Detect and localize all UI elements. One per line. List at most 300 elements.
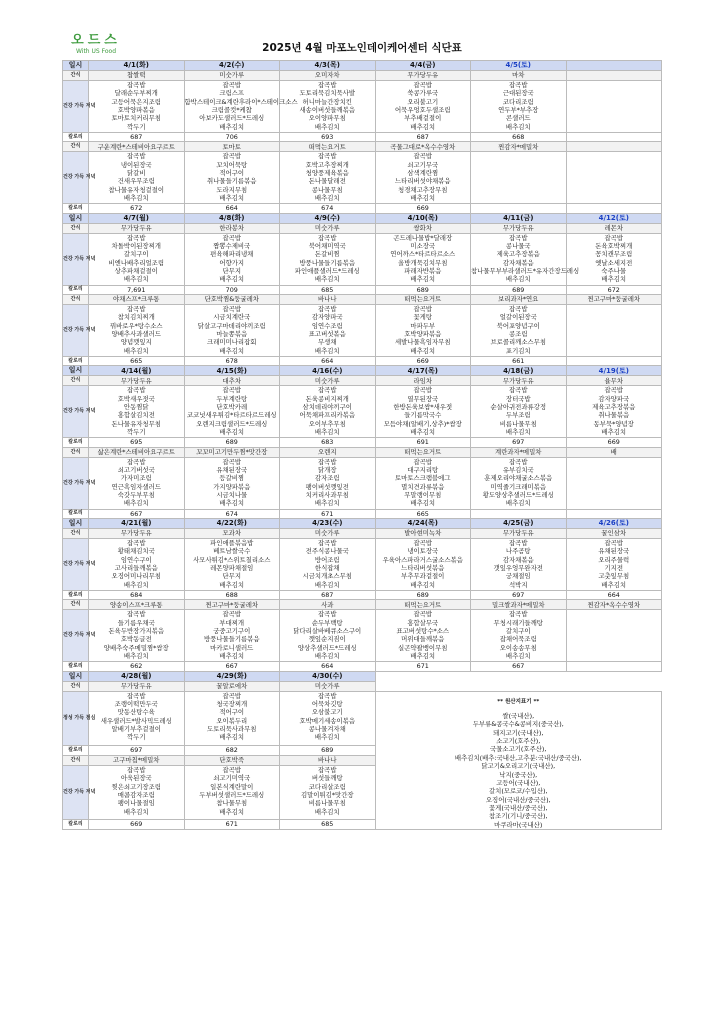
- dinner-kcal-cell: 664: [280, 357, 376, 366]
- menu-item: 대구지리탕: [407, 466, 439, 475]
- dinner-kcal-cell: 672: [89, 204, 185, 213]
- date-cell: 4/28(월): [89, 671, 185, 681]
- menu-item: 배추김치: [123, 580, 149, 589]
- menu-item: 동부묵*양념장: [593, 419, 634, 428]
- dinner-cell: [375, 152, 471, 204]
- dinner-kcal-cell: 665: [375, 509, 471, 518]
- lunch-cell: [471, 386, 567, 438]
- menu-item: 짬뽕수제비국: [213, 242, 251, 251]
- lunch-kcal-cell: 695: [89, 438, 185, 447]
- morning-snack-cell: 미숫가루: [280, 681, 376, 691]
- menu-item: 코다리살조림: [308, 782, 346, 791]
- snack-label: 간식: [63, 376, 89, 386]
- menu-row: [63, 81, 662, 133]
- empty-cell: [566, 71, 662, 81]
- date-cell: 4/23(수): [280, 519, 376, 529]
- menu-item: 제육고추장볶음: [592, 403, 636, 412]
- date-cell: 4/5(토): [471, 61, 567, 71]
- kcal-label: 칼로리: [63, 509, 89, 518]
- date-cell: 4/11(금): [471, 213, 567, 223]
- dinner-kcal-cell: 678: [184, 357, 280, 366]
- menu-item: 잡곡밥: [222, 233, 242, 242]
- menu-item: 토마토치커리무침: [111, 114, 161, 123]
- date-cell: 4/8(화): [184, 213, 280, 223]
- menu-item: 잡곡밥: [413, 386, 433, 395]
- lunch-kcal-cell: 684: [89, 591, 185, 600]
- meal-label: 건강 가득 저녁: [63, 457, 89, 509]
- menu-item: 돈갈비찜: [314, 250, 340, 259]
- menu-item: 시금치개초스무침: [302, 572, 352, 581]
- menu-item: 잡곡밥: [508, 610, 528, 619]
- menu-item: 잡곡밥: [222, 766, 242, 775]
- menu-item: 배추김치: [314, 652, 340, 661]
- menu-item: 배추김치: [314, 733, 340, 742]
- menu-item: 청국장찌개: [216, 700, 248, 709]
- date-cell: 4/12(토): [566, 213, 662, 223]
- menu-item: 잡곡밥: [604, 386, 624, 395]
- afternoon-snack-cell: 양송이스프*크루통: [89, 600, 185, 610]
- menu-item: 황태채김치국: [117, 547, 155, 556]
- menu-item: 방어조림: [314, 555, 340, 564]
- menu-item: 배추김치: [505, 428, 531, 437]
- menu-item: 파인애플샐러드*드레싱: [294, 267, 360, 276]
- afternoon-snack-cell: 찐고구마*둥굴레차: [566, 295, 662, 305]
- menu-item: 머위대들깨볶음: [401, 635, 445, 644]
- dinner-cell: [471, 610, 567, 662]
- menu-item: 잡곡밥: [508, 457, 528, 466]
- menu-item: 어향가지: [219, 258, 245, 267]
- lunch-cell: [280, 386, 376, 438]
- menu-item: 잡곡밥: [126, 81, 146, 89]
- snack-label: 간식: [63, 681, 89, 691]
- hdr-row: [63, 61, 662, 71]
- menu-item: 전주식콩나물국: [305, 547, 349, 556]
- dinner-cell: [280, 610, 376, 662]
- snack-label: 간식: [63, 529, 89, 539]
- snack-label: 간식: [63, 223, 89, 233]
- afternoon-snack-cell: 떠먹는요거트: [375, 447, 471, 457]
- menu-item: 마늘쫑볶음: [216, 330, 248, 339]
- menu-item: 코코넛새우튀김*타르타르드레싱: [186, 411, 277, 420]
- menu-item: 감자양파국: [311, 313, 343, 322]
- menu-item: 잡곡밥: [126, 233, 146, 242]
- dinner-cell: [184, 152, 280, 204]
- empty-cell: [566, 133, 662, 142]
- afternoon-snack-cell: 꼬꼬미고기만두찜*맛간장: [184, 447, 280, 457]
- morning-snack-cell: 미숫가루: [184, 71, 280, 81]
- lunch-cell: [280, 233, 376, 285]
- menu-item: 취나물들기름볶음: [207, 177, 257, 186]
- snack-row: [63, 600, 662, 610]
- menu-item: 오이부추무침: [308, 419, 346, 428]
- kcal-label: 칼로리: [63, 662, 89, 671]
- origin-note-line: 닭고기&오리고기(국내산),: [481, 762, 556, 771]
- menu-item: 청경채고추장무침: [398, 185, 448, 194]
- dinner-kcal-cell: 667: [89, 509, 185, 518]
- menu-item: 배추김치: [123, 194, 149, 203]
- dinner-cell: [471, 457, 567, 509]
- menu-item: 두부계란탕: [216, 394, 248, 403]
- afternoon-snack-cell: 바나나: [280, 755, 376, 765]
- menu-item: 참치김치찌개: [117, 313, 155, 322]
- kcal-row: [63, 285, 662, 294]
- menu-item: 포기김치: [505, 346, 531, 355]
- snack-label: 간식: [63, 142, 89, 152]
- menu-item: 꼬치어묵탕: [216, 160, 248, 169]
- menu-item: 잡곡밥: [413, 81, 433, 89]
- dinner-cell: [280, 457, 376, 509]
- lunch-kcal-cell: 672: [566, 285, 662, 294]
- meal-label: 건강 가득 저녁: [63, 305, 89, 357]
- menu-item: 감자양파국: [598, 394, 630, 403]
- menu-item: 어묵우엉호두샐조림: [394, 106, 451, 115]
- menu-item: 도토리묵사과무침: [207, 725, 257, 734]
- date-cell: 4/7(월): [89, 213, 185, 223]
- lunch-cell: [566, 233, 662, 285]
- afternoon-snack-cell: 떠먹는요거트: [280, 142, 376, 152]
- dinner-kcal-cell: 685: [280, 820, 376, 830]
- kcal-label: 칼로리: [63, 357, 89, 366]
- page-title: 2025년 4월 마포노인데이케어센터 식단표: [262, 42, 462, 54]
- afternoon-snack-cell: 야채스프*크루통: [89, 295, 185, 305]
- menu-item: 김말이튀김*맛간장: [300, 791, 354, 800]
- menu-item: 토마토스크램블에그: [394, 474, 451, 483]
- menu-item: 삼색계란찜: [407, 169, 439, 178]
- menu-item: 석박지: [508, 580, 528, 589]
- kcal-label: 칼로리: [63, 133, 89, 142]
- kcal-row: [63, 662, 662, 671]
- snack-row: [63, 295, 662, 305]
- menu-item: 홍합살무국: [407, 618, 439, 627]
- menu-item: 돈나물달래전: [308, 177, 346, 186]
- morning-snack-cell: 찹쌀떡: [89, 71, 185, 81]
- menu-item: 잡곡밥: [126, 386, 146, 395]
- menu-item: 두부버섯샐러드*드레싱: [199, 791, 265, 800]
- menu-item: 호박양파볶음: [117, 106, 155, 115]
- menu-item: 호박동글전: [120, 635, 152, 644]
- meal-label: 건강 가득 저녁: [63, 539, 89, 591]
- date-cell: 4/21(월): [89, 519, 185, 529]
- lunch-kcal-cell: 709: [184, 285, 280, 294]
- lunch-kcal-cell: 689: [184, 438, 280, 447]
- menu-item: 배추김치: [505, 652, 531, 661]
- dinner-kcal-cell: [566, 357, 662, 366]
- menu-item: 세발나물흑임자무침: [394, 338, 451, 347]
- date-cell: 4/18(금): [471, 366, 567, 376]
- menu-item: 크래미미나리잡회: [207, 338, 257, 347]
- menu-item: 연두부*부추장: [498, 106, 539, 115]
- lunch-kcal-cell: 682: [184, 745, 280, 755]
- menu-item: 새송이버섯들깨볶음: [299, 106, 356, 115]
- menu-item: 잡곡밥: [222, 386, 242, 395]
- date-cell: 4/2(수): [184, 61, 280, 71]
- menu-item: 기지전: [604, 564, 624, 573]
- menu-item: 배추김치: [505, 499, 531, 508]
- menu-table: [62, 60, 662, 830]
- menu-item: 잡곡밥: [317, 691, 337, 700]
- kcal-row: [63, 133, 662, 142]
- menu-item: 깍두기: [126, 733, 146, 742]
- menu-item: 숙갓두부무침: [117, 491, 155, 500]
- menu-item: 닭다리살바베큐소스구이: [293, 627, 362, 636]
- menu-item: 배추김치: [601, 580, 627, 589]
- date-cell: 4/14(월): [89, 366, 185, 376]
- menu-item: 콩나물국: [505, 242, 531, 251]
- menu-item: 북어포양념구이: [496, 321, 540, 330]
- lunch-kcal-cell: 687: [375, 133, 471, 142]
- kcal-label: 칼로리: [63, 204, 89, 213]
- menu-item: 사모사튀김*스위트칠리소스: [193, 555, 271, 564]
- lunch-cell: [375, 81, 471, 133]
- afternoon-snack-cell: 떠먹는요거트: [375, 295, 471, 305]
- lunch-kcal-cell: 693: [280, 133, 376, 142]
- morning-snack-cell: 모과차: [184, 529, 280, 539]
- menu-item: 잡곡밥: [413, 610, 433, 619]
- meal-label: 건강 가득 저녁: [63, 610, 89, 662]
- menu-item: 옛날소세지전: [595, 258, 633, 267]
- kcal-label: 칼로리: [63, 591, 89, 600]
- menu-row: [63, 691, 662, 745]
- dinner-cell: [566, 152, 662, 204]
- lunch-cell: [184, 691, 280, 745]
- morning-snack-cell: 무가당두유: [375, 71, 471, 81]
- morning-snack-cell: 쌍화차: [375, 223, 471, 233]
- lunch-kcal-cell: 689: [375, 591, 471, 600]
- menu-item: 갈치구이: [123, 250, 149, 259]
- dinner-kcal-cell: 661: [471, 357, 567, 366]
- menu-item: 배추김치: [410, 122, 436, 131]
- menu-item: 배추김치: [219, 733, 245, 742]
- menu-item: 잡곡밥: [413, 539, 433, 548]
- menu-item: 오리주물럭: [598, 555, 630, 564]
- dinner-cell: [184, 457, 280, 509]
- lunch-cell: [471, 539, 567, 591]
- menu-item: 잡곡밥: [222, 81, 242, 89]
- menu-item: 잡곡밥: [317, 152, 337, 161]
- morning-snack-cell: 꿀인삼차: [566, 529, 662, 539]
- menu-item: 비름나물무침: [499, 419, 537, 428]
- afternoon-snack-cell: 찐감자*메밀차: [471, 142, 567, 152]
- menu-item: 돈육두반장가지볶음: [108, 627, 165, 636]
- menu-item: 시금치나물: [216, 491, 248, 500]
- menu-item: 차돌박이된장찌개: [111, 242, 161, 251]
- meal-label: 건강 가득 저녁: [63, 233, 89, 285]
- menu-item: 홍합살김치전: [117, 411, 155, 420]
- menu-item: 갈치구이: [505, 627, 531, 636]
- menu-item: 도라지무침: [216, 185, 248, 194]
- afternoon-snack-cell: 찐고구마*둥굴레차: [184, 600, 280, 610]
- menu-item: 팽이버섯깻잎전: [305, 482, 349, 491]
- lunch-kcal-cell: 688: [184, 591, 280, 600]
- origin-note-line: 고등어(국내산),: [496, 778, 541, 787]
- menu-item: 잡곡밥: [222, 610, 242, 619]
- menu-item: 잡곡밥: [413, 152, 433, 161]
- snack-row: [63, 376, 662, 386]
- afternoon-snack-cell: 계란과자*메밀차: [471, 447, 567, 457]
- menu-item: 오삼불고기: [311, 708, 343, 717]
- menu-item: 황도양상추샐러드*드레싱: [482, 491, 554, 500]
- morning-snack-cell: 미숫가루: [280, 223, 376, 233]
- date-label: 일시: [63, 213, 89, 223]
- dinner-kcal-cell: 669: [375, 204, 471, 213]
- dinner-cell: [280, 766, 376, 820]
- menu-item: 크림스프: [219, 89, 245, 98]
- lunch-kcal-cell: 664: [566, 591, 662, 600]
- kcal-row: [63, 204, 662, 213]
- menu-item: 깻잎순지짐이: [308, 635, 346, 644]
- menu-item: 잡곡밥: [126, 152, 146, 161]
- date-cell: 4/26(토): [566, 519, 662, 529]
- menu-item: 제육고추장볶음: [496, 250, 540, 259]
- afternoon-snack-cell: 보리과자*연요: [471, 295, 567, 305]
- dinner-kcal-cell: 665: [89, 357, 185, 366]
- empty-cell: [566, 142, 662, 152]
- menu-item: 오리불고기: [407, 97, 439, 106]
- date-cell: 4/25(금): [471, 519, 567, 529]
- menu-item: 버섯들깨탕: [311, 774, 343, 783]
- dinner-kcal-cell: 671: [375, 662, 471, 671]
- menu-item: 잡곡밥: [126, 691, 146, 700]
- menu-item: 파래자반볶음: [404, 267, 442, 276]
- lunch-kcal-cell: 706: [184, 133, 280, 142]
- hdr-row: [63, 519, 662, 529]
- menu-item: 잡곡밥: [222, 305, 242, 314]
- afternoon-snack-cell: 밀크쌀과자*메밀차: [471, 600, 567, 610]
- dinner-kcal-cell: [471, 509, 567, 518]
- menu-item: 잡곡밥: [604, 539, 624, 548]
- lunch-kcal-cell: 687: [89, 133, 185, 142]
- menu-item: 유채된장국: [598, 547, 630, 556]
- menu-item: 잡곡밥: [317, 766, 337, 775]
- menu-item: 쇠고기무국: [407, 160, 439, 169]
- menu-item: 궁중고기구이: [213, 627, 251, 636]
- menu-item: 배추김치: [410, 652, 436, 661]
- morning-snack-cell: 오미자차: [280, 71, 376, 81]
- menu-item: 배추김치: [314, 346, 340, 355]
- menu-item: 레몬양파채절임: [210, 564, 254, 573]
- lunch-cell: [375, 233, 471, 285]
- menu-item: 올방개묵김치무침: [398, 258, 448, 267]
- origin-note-line: 두부류&콩국수&콩비지(중국산),: [472, 720, 564, 729]
- menu-item: 새우샐러드*발사믹드레싱: [100, 716, 172, 725]
- menu-row: [63, 233, 662, 285]
- menu-item: 표고버섯탕수*소스: [396, 627, 450, 636]
- logo-mark: 오드스: [71, 33, 121, 48]
- menu-item: 비엔나배추리얼조림: [108, 258, 165, 267]
- menu-item: 두부조림: [505, 411, 531, 420]
- origin-notes: [375, 691, 662, 829]
- afternoon-snack-cell: 삶은계란*스테비아요구르트: [89, 447, 185, 457]
- dinner-kcal-cell: [471, 204, 567, 213]
- menu-item: 배추김치: [314, 122, 340, 131]
- menu-item: 북어채미역국: [308, 242, 346, 251]
- lunch-kcal-cell: 669: [566, 438, 662, 447]
- kcal-label: 칼로리: [63, 745, 89, 755]
- lunch-cell: [566, 81, 662, 133]
- menu-item: 양념깻잎지: [120, 338, 152, 347]
- menu-item: 배추김치: [314, 807, 340, 816]
- dinner-cell: [184, 610, 280, 662]
- dinner-kcal-cell: 671: [280, 509, 376, 518]
- snack-label: 간식: [63, 447, 89, 457]
- menu-item: 연근흑임자샐러드: [111, 482, 161, 491]
- snack-row: [63, 529, 662, 539]
- menu-item: 잡곡밥: [317, 457, 337, 466]
- lunch-cell: [89, 691, 185, 745]
- morning-snack-cell: 꿀알로에차: [184, 681, 280, 691]
- menu-item: 잡곡밥: [222, 691, 242, 700]
- menu-row: [63, 539, 662, 591]
- afternoon-snack-cell: 고구마칩*메밀차: [89, 755, 185, 765]
- afternoon-snack-cell: 바나나: [280, 295, 376, 305]
- origin-note-line: 배추김치(배추:국내산,고추분:국내산/중국산),: [454, 753, 582, 762]
- kcal-row: [63, 438, 662, 447]
- menu-item: 편육해파리냉채: [210, 250, 254, 259]
- menu-item: 들기름우채국: [117, 618, 155, 627]
- dinner-cell: [566, 305, 662, 357]
- dinner-kcal-cell: 664: [280, 662, 376, 671]
- menu-item: 오징어미나리무침: [111, 572, 161, 581]
- menu-item: 시금치계란국: [213, 313, 251, 322]
- origin-note-line: 낙지(중국산),: [499, 770, 538, 779]
- dinner-kcal-cell: 664: [184, 204, 280, 213]
- menu-item: 쇠고기버섯국: [117, 466, 155, 475]
- lunch-kcal-cell: 697: [89, 745, 185, 755]
- empty-cell: [566, 61, 662, 71]
- logo-subtitle: With US Food: [75, 48, 117, 55]
- menu-item: 베트남쌀국수: [213, 547, 251, 556]
- menu-item: 배추김치: [123, 346, 149, 355]
- menu-item: 호박고추장찌개: [305, 160, 349, 169]
- menu-item: 배추김치: [314, 499, 340, 508]
- lunch-kcal-cell: 687: [280, 591, 376, 600]
- menu-item: 잡곡밥: [126, 766, 146, 775]
- menu-item: 닭개장: [317, 466, 337, 475]
- dinner-kcal-cell: 669: [375, 357, 471, 366]
- menu-row: [63, 457, 662, 509]
- menu-item: 배추김치: [410, 428, 436, 437]
- menu-item: 배추김치: [123, 275, 149, 284]
- dinner-kcal-cell: [566, 509, 662, 518]
- lunch-cell: [280, 691, 376, 745]
- menu-item: 아보카도샐러드*드레싱: [199, 114, 265, 123]
- menu-item: 근대된장국: [502, 89, 534, 98]
- menu-item: 연어까스*타르타르소스: [390, 250, 456, 259]
- dinner-cell: [471, 152, 567, 204]
- origin-note-line: 소고기(호주산),: [496, 737, 541, 746]
- kcal-label: 칼로리: [63, 285, 89, 294]
- lunch-cell: [471, 81, 567, 133]
- origin-note-line: 쌀(국내산),: [502, 712, 535, 721]
- menu-item: 잡곡밥: [222, 457, 242, 466]
- date-cell: 4/30(수): [280, 671, 376, 681]
- lunch-cell: [375, 539, 471, 591]
- menu-item: 방풍나물들기름볶음: [203, 635, 260, 644]
- menu-item: 파인애플볶음밥: [210, 539, 254, 548]
- morning-snack-cell: 마차: [471, 71, 567, 81]
- lunch-cell: [89, 386, 185, 438]
- menu-item: 실곤약괄뱅이무침: [398, 643, 448, 652]
- menu-item: 부대찌개: [219, 618, 245, 627]
- meal-label: 건강 가득 저녁: [63, 766, 89, 820]
- menu-item: 무생채: [317, 338, 337, 347]
- dinner-cell: [375, 610, 471, 662]
- hdr-row: [63, 366, 662, 376]
- menu-item: 배추김치: [314, 580, 340, 589]
- morning-snack-cell: 무가당두유: [89, 681, 185, 691]
- menu-item: 쑥콩가루국: [407, 89, 439, 98]
- date-cell: 4/16(수): [280, 366, 376, 376]
